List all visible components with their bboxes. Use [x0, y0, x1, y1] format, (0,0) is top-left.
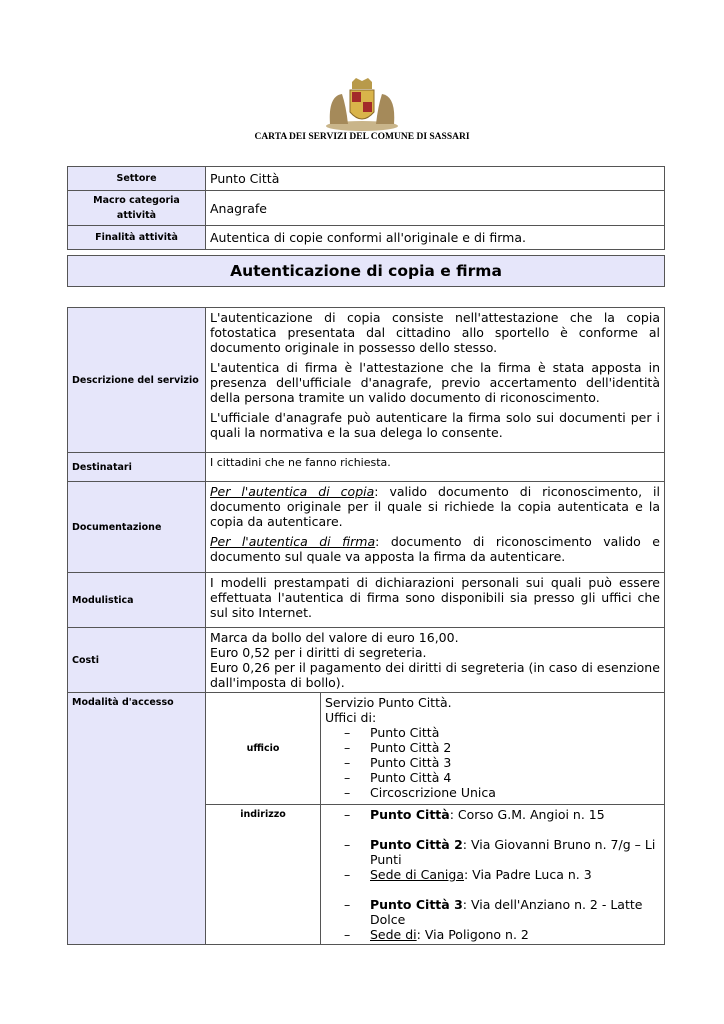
row-modulistica [68, 573, 665, 628]
paragraph: L'autentica di firma è l'attestazione che la firma è stata apposta in presenza dell'ufficiale d'anagrafe, previo accertamento dell'identità della persona tramite un valido documento di riconoscimento. [210, 360, 660, 405]
sub-label: indirizzo [206, 805, 321, 945]
row-value [206, 482, 665, 573]
doc-item-text: : valido documento di riconoscimento, il documento originale per il quale si richiede la copia autenticata e la copia da autenticare. [210, 484, 660, 529]
document-title: CARTA DEI SERVIZI DEL COMUNE DI SASSARI [254, 132, 470, 142]
row-label: Documentazione [68, 482, 206, 573]
list-item [340, 897, 660, 927]
indirizzo-list [325, 807, 660, 942]
row-value [206, 573, 665, 628]
info-row-settore [68, 167, 665, 191]
list-item [340, 837, 660, 867]
office-name: Punto Città 3 [370, 897, 463, 912]
service-title: Autenticazione di copia e firma [67, 255, 665, 287]
row-label: Descrizione del servizio [68, 308, 206, 453]
info-value: Anagrafe [206, 191, 665, 226]
cost-line: Euro 0,52 per i diritti di segreteria. [210, 645, 427, 660]
list-item: – Punto Città 4 [340, 770, 660, 785]
paragraph: L'autenticazione di copia consiste nell'attestazione che la copia fotostatica presentata dal cittadino allo sportello è conforme al documento originale in possesso dello stesso. [210, 310, 660, 355]
office-name: Sede di [370, 927, 417, 942]
office-address: : Via dell'Anziano n. 2 - Latte Dolce [370, 897, 643, 927]
list-item [340, 867, 660, 882]
paragraph: L'ufficiale d'anagrafe può autenticare la firma solo sui documenti per i quali la normativa e la sua delega lo consente. [210, 410, 660, 440]
doc-item [210, 534, 660, 564]
list-item: – Punto Città 2 [340, 740, 660, 755]
office-address: : Via Poligono n. 2 [416, 927, 529, 942]
office-address: : Via Giovanni Bruno n. 7/g – Li Punti [370, 837, 656, 867]
ufficio-value [321, 693, 665, 805]
ufficio-list [325, 725, 660, 800]
info-label: Finalità attività [68, 226, 206, 250]
info-table [67, 166, 665, 250]
cost-line: Euro 0,26 per il pagamento dei diritti di segreteria (in caso di esenzione dall'imposta di bollo). [210, 660, 660, 690]
doc-item [210, 484, 660, 529]
row-label: Costi [68, 628, 206, 693]
list-item [340, 807, 660, 822]
ufficio-sub: Uffici di: [325, 710, 377, 725]
list-item: – Punto Città [340, 725, 660, 740]
info-row-finalita [68, 226, 665, 250]
office-name: Sede di Caniga [370, 867, 464, 882]
paragraph: I modelli prestampati di dichiarazioni personali sui quali può essere effettuata l'autentica di firma sono disponibili sia presso gli uffici che sul sito Internet. [210, 575, 660, 620]
list-item: – Circoscrizione Unica [340, 785, 660, 800]
office-address: : Via Padre Luca n. 3 [463, 867, 592, 882]
list-item [340, 927, 660, 942]
row-destinatari [68, 453, 665, 482]
row-descrizione [68, 308, 665, 453]
office-name: Punto Città 2 [370, 837, 463, 852]
info-row-macro [68, 191, 665, 226]
info-value: Punto Città [206, 167, 665, 191]
row-value [206, 628, 665, 693]
row-modalita-ufficio [68, 693, 665, 805]
cost-line: Marca da bollo del valore di euro 16,00. [210, 630, 459, 645]
doc-item-text: : documento di riconoscimento valido e documento sul quale va apposta la firma da autenticare. [210, 534, 660, 564]
row-label: Destinatari [68, 453, 206, 482]
row-value: I cittadini che ne fanno richiesta. [206, 453, 665, 482]
office-address: : Corso G.M. Angioi n. 15 [449, 807, 605, 822]
info-label: Macro categoria attività [68, 191, 206, 226]
row-label: Modulistica [68, 573, 206, 628]
doc-item-title: Per l'autentica di copia [210, 484, 375, 499]
doc-item-title: Per l'autentica di firma [210, 534, 376, 549]
list-item: – Punto Città 3 [340, 755, 660, 770]
ufficio-intro: Servizio Punto Città. [325, 695, 452, 710]
sub-label: ufficio [206, 693, 321, 805]
row-value [206, 308, 665, 453]
office-name: Punto Città [370, 807, 450, 822]
info-label: Settore [68, 167, 206, 191]
coat-of-arms-logo [322, 76, 402, 132]
row-documentazione [68, 482, 665, 573]
row-costi [68, 628, 665, 693]
info-value: Autentica di copie conformi all'originale e di firma. [206, 226, 665, 250]
row-label: Modalità d'accesso [68, 693, 206, 945]
service-table [67, 307, 665, 945]
indirizzo-value [321, 805, 665, 945]
